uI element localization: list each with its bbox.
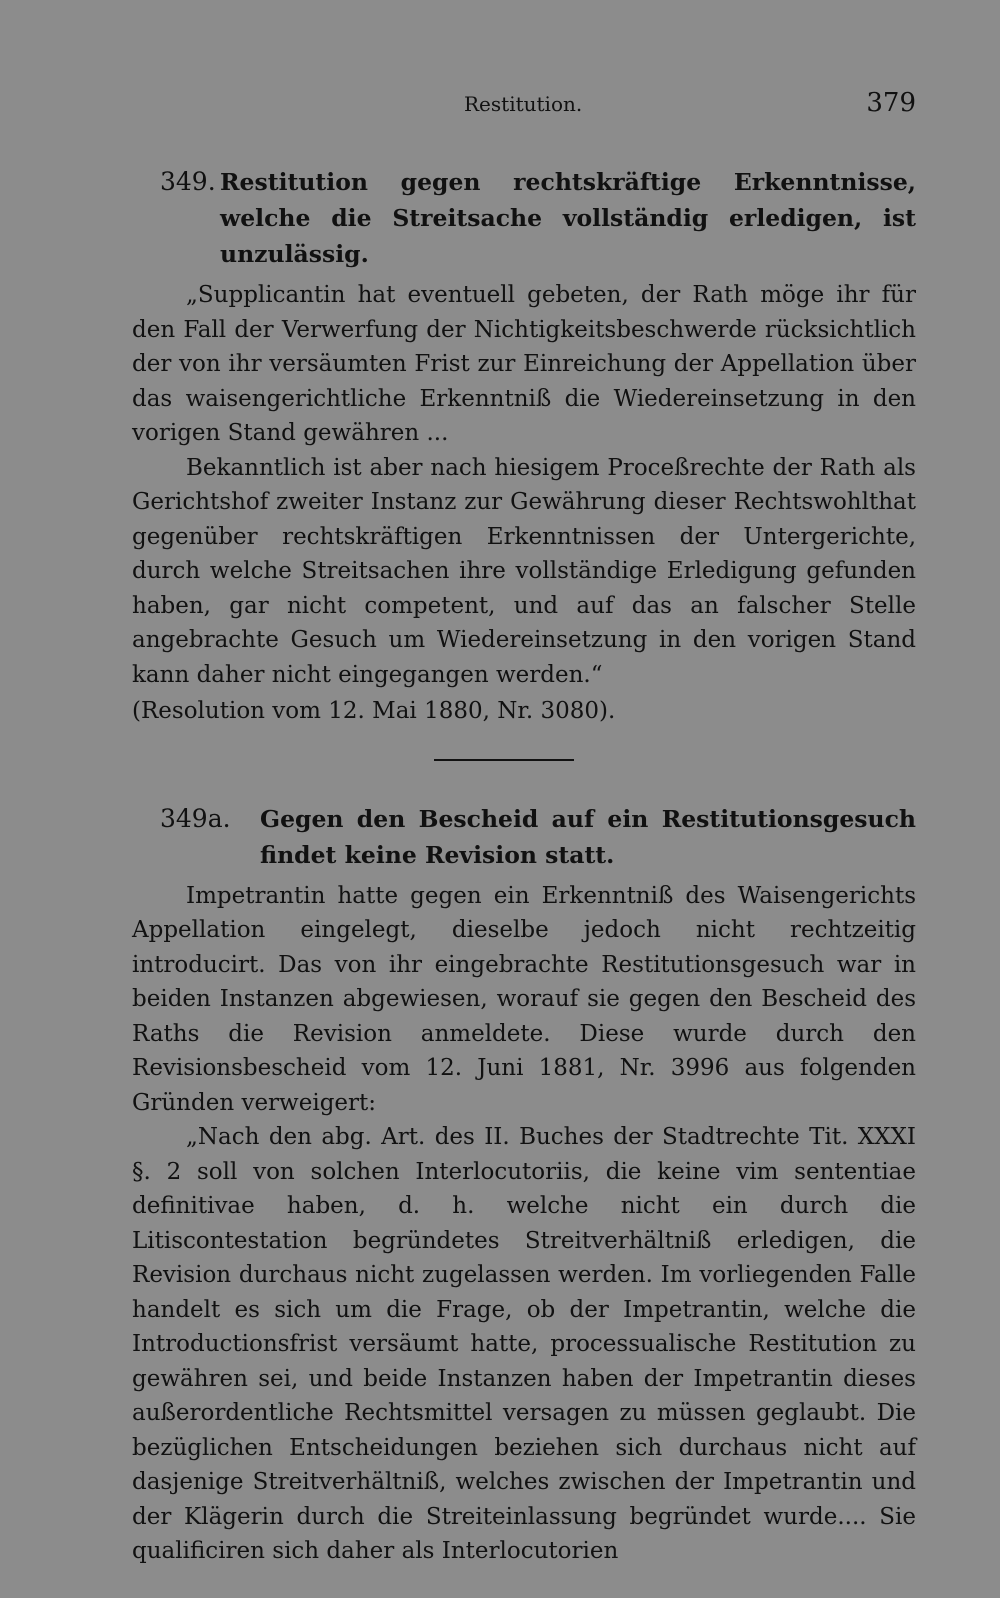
section-divider bbox=[434, 759, 574, 761]
section-349 bbox=[132, 164, 916, 729]
paragraph: „Supplicantin hat eventuell gebeten, der Rath möge ihr für den Fall der Verwerfung der Nichtigkeitsbeschwerde rücksichtlich der von ihr versäumten Frist zur Einreichung der Appellation über das waisengerichtliche Erkenntniß die Wiedereinsetzung in den vorigen Stand gewähren ... bbox=[132, 282, 916, 446]
paragraph: Bekanntlich ist aber nach hiesigem Proceßrechte der Rath als Gerichtshof zweiter Instanz zur Gewährung dieser Rechtswohlthat gegenüber rechtskräftigen Erkenntnissen der Untergerichte, durch welche Streitsachen ihre vollständige Erledigung gefunden haben, gar nicht competent, und auf das an falscher Stelle angebrachte Gesuch um Wiedereinsetzung in den vorigen Stand kann daher nicht eingegangen werden.“ bbox=[132, 454, 916, 688]
section-heading bbox=[132, 801, 916, 873]
section-349a bbox=[132, 801, 916, 1569]
page-number: 379 bbox=[866, 88, 916, 118]
section-title: Gegen den Bescheid auf ein Restitutionsgesuch findet keine Revision statt. bbox=[260, 804, 916, 869]
paragraph: „Nach den abg. Art. des II. Buches der Stadtrechte Tit. XXXI §. 2 soll von solchen Interlocutoriis, die keine vim sententiae definitivae haben, d. h. welche nicht ein durch die Litiscontestation begründetes Streitverhältniß erledigen, die Revision durchaus nicht zugelassen werden. Im vorliegenden Falle handelt es sich um die Frage, ob der Impetrantin, welche die Introductionsfrist versäumt hatte, processualische Restitution zu gewähren sei, und beide Instanzen haben der Impetrantin dieses außerordentliche Rechtsmittel versagen zu müssen geglaubt. Die bezüglichen Entscheidungen beziehen sich durchaus nicht auf dasjenige Streitverhältniß, welches zwischen der Impetrantin und der Klägerin durch die Streiteinlassung begründet wurde.... Sie qualificiren sich daher als Interlocutorien bbox=[132, 1124, 916, 1564]
paragraph: Impetrantin hatte gegen ein Erkenntniß des Waisengerichts Appellation eingelegt, dieselbe jedoch nicht rechtzeitig introducirt. Das von ihr eingebrachte Restitutionsgesuch war in beiden Instanzen abgewiesen, worauf sie gegen den Bescheid des Raths die Revision anmeldete. Diese wurde durch den Revisionsbescheid vom 12. Juni 1881, Nr. 3996 aus folgenden Gründen verweigert: bbox=[132, 882, 916, 1116]
running-head bbox=[132, 88, 916, 128]
section-heading bbox=[132, 164, 916, 272]
section-number: 349a. bbox=[160, 803, 231, 833]
running-title: Restitution. bbox=[464, 92, 583, 116]
section-number: 349. bbox=[160, 167, 216, 196]
section-title: Restitution gegen rechtskräftige Erkenntnisse, welche die Streitsache vollständig erledigen, ist unzulässig. bbox=[220, 168, 916, 268]
citation: (Resolution vom 12. Mai 1880, Nr. 3080). bbox=[132, 698, 616, 724]
